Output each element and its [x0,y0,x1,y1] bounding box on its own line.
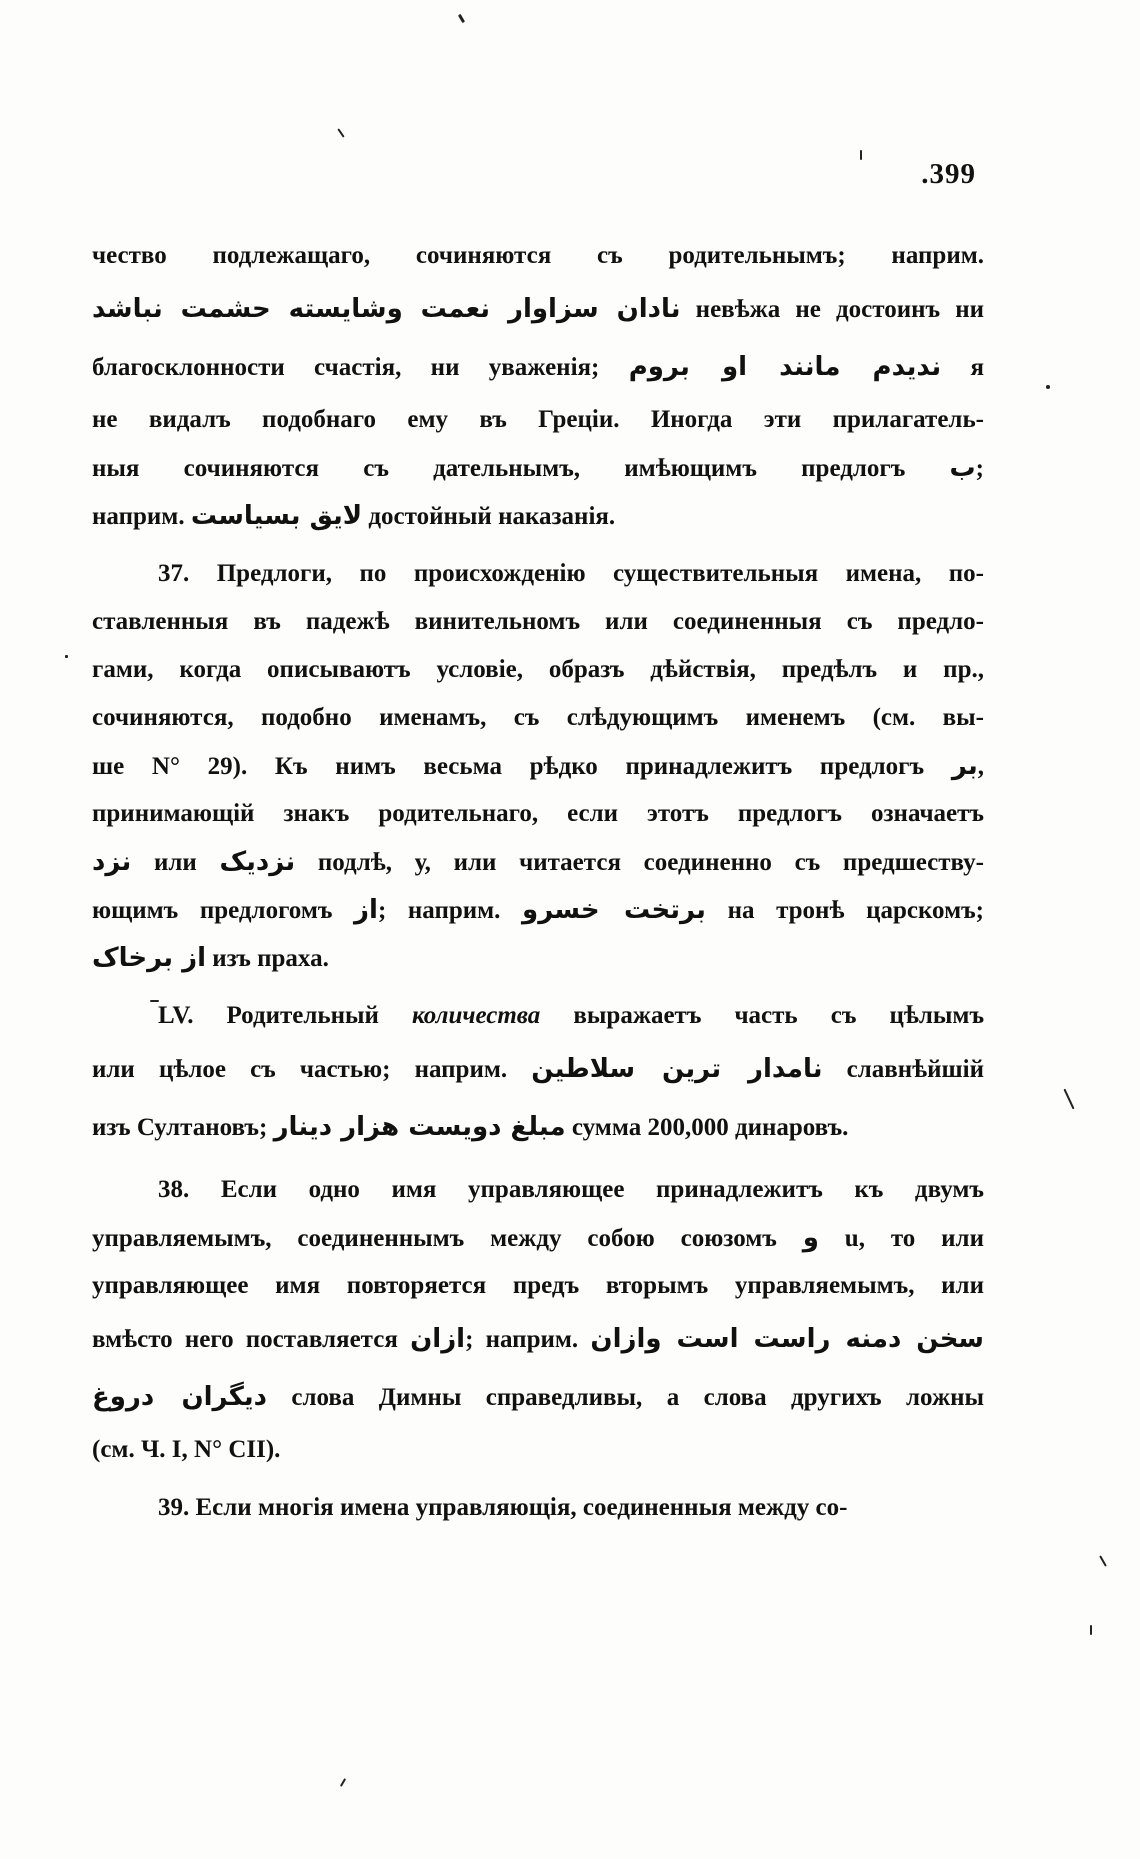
text-line: نادان سزاوار نعمت وشایسته حشمت نباشد невѣжа не достоинъ ни [92,294,984,324]
scan-speck [860,150,862,160]
scan-speck [150,1000,159,1002]
text-line: наприм. لایق بسیاست достойный наказанія. [92,501,616,531]
scan-speck [1046,385,1050,389]
scan-speck [1099,1555,1107,1566]
scan-speck [458,14,465,23]
text-line: نزد или نزدیک подлѣ, у, или читается соединенно съ предшеству- [92,847,985,877]
text-line: благосклонности счастія, ни уваженія; ندیدم مانند او بروم я [92,352,984,382]
text-line: не видалъ подобнаго ему въ Греціи. Иногда эти прилагатель- [92,406,984,433]
scan-speck [1090,1625,1092,1635]
text-line: LV. Родительный количества выражаетъ часть съ цѣлымъ [158,1002,985,1029]
text-line: гами, когда описываютъ условіе, образъ дѣйствія, предѣлъ и пр., [92,656,984,683]
text-line: ставленныя въ падежѣ винительномъ или соединенныя съ предло- [92,608,984,635]
page-number: .399 [921,158,976,190]
text-line: از برخاک изъ праха. [92,943,329,973]
text-line: ше N° 29). Къ нимъ весьма рѣдко принадлежитъ предлогъ بر, [92,751,985,781]
scan-speck [65,655,68,658]
text-line: или цѣлое съ частью; наприм. نامدار ترین سلاطین славнѣйшій [92,1054,985,1084]
body-text [92,232,984,1532]
text-line: 38. Если одно имя управляющее принадлежитъ къ двумъ [158,1176,984,1203]
text-line: 37. Предлоги, по происхожденію существительныя имена, по- [158,560,984,587]
text-line: управляющее имя повторяется предъ вторымъ управляемымъ, или [92,1272,984,1299]
text-line: чество подлежащаго, сочиняются съ родительнымъ; наприм. [92,242,984,269]
text-line: (см. Ч. I, N° CII). [92,1436,281,1463]
text-line: ныя сочиняются съ дательнымъ, имѣющимъ предлогъ ب; [92,453,984,483]
scan-speck [1063,1089,1074,1110]
text-line: ющимъ предлогомъ از; наприм. برتخت خسرو на тронѣ царскомъ; [92,895,985,925]
text-line: دیگران دروغ слова Димны справедливы, а слова другихъ ложны [92,1382,984,1412]
text-line: принимающій знакъ родительнаго, если этотъ предлогъ означаетъ [92,800,984,827]
text-line: изъ Султановъ; مبلغ دویست هزار دینار сумма 200,000 динаровъ. [92,1112,849,1142]
text-line: управляемымъ, соединеннымъ между собою союзомъ و u, то или [92,1223,984,1253]
text-line: 39. Если многія имена управляющія, соединенныя между со- [158,1494,848,1521]
text-line: вмѣсто него поставляется ازان; наприм. سخن دمنه راست است وازان [92,1324,985,1354]
scan-speck [340,1778,346,1787]
scan-speck [337,128,344,137]
text-line: сочиняются, подобно именамъ, съ слѣдующимъ именемъ (см. вы- [92,704,984,731]
